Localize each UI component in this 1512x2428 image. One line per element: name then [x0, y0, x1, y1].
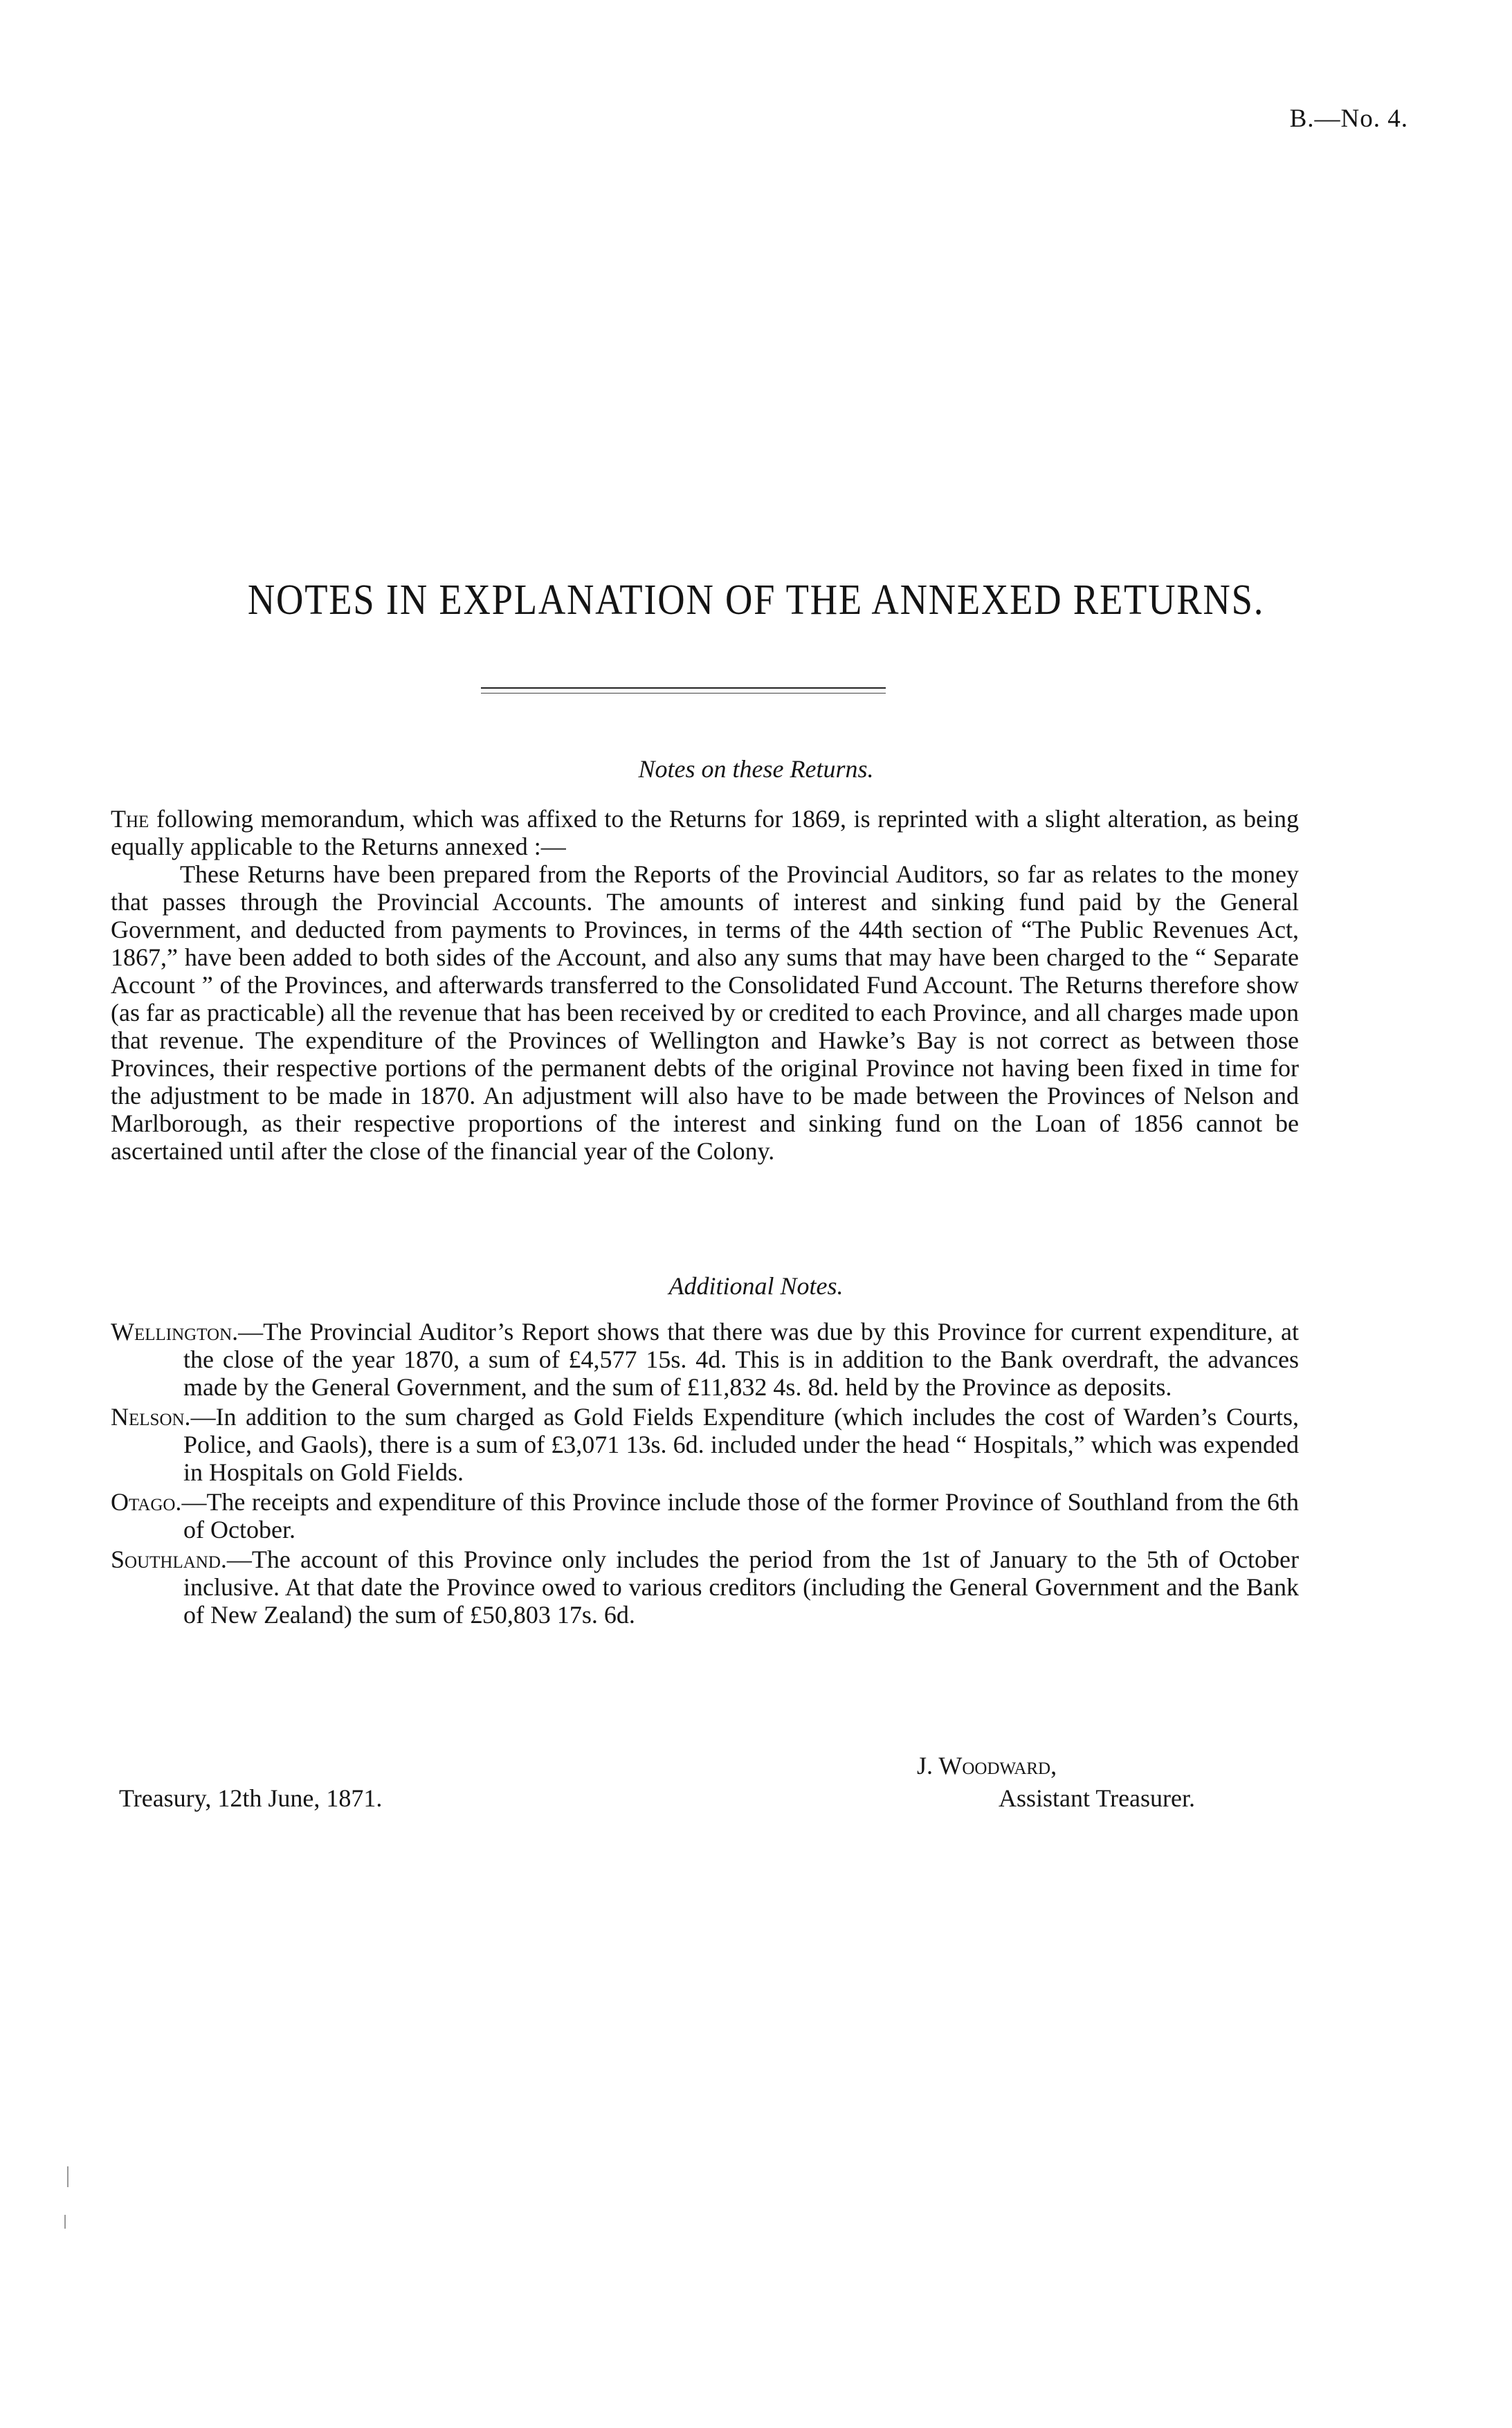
notes-heading: Notes on these Returns.: [638, 755, 874, 783]
scan-speck: [67, 2166, 69, 2187]
notes-body: [111, 805, 1299, 1165]
note-province: Otago.: [111, 1488, 182, 1516]
note-southland: [111, 1546, 1299, 1629]
signatory-position: Assistant Treasurer.: [999, 1784, 1196, 1812]
place-and-date: Treasury, 12th June, 1871.: [119, 1784, 383, 1812]
title-divider-secondary: [481, 693, 886, 694]
additional-notes-list: [111, 1318, 1299, 1631]
note-province: Nelson.: [111, 1403, 191, 1431]
title-divider: [481, 687, 886, 689]
note-text: —In addition to the sum charged as Gold Fields Expenditure (which includes the cost of Warden’s Courts, Police, and Gaols), there is a sum of £3,071 13s. 6d. included under the head “ Hospitals,” which was expended in Hospitals on Gold Fields.: [183, 1403, 1299, 1486]
note-otago: [111, 1488, 1299, 1543]
document-reference: B.—No. 4.: [1289, 105, 1408, 133]
note-text: —The Provincial Auditor’s Report shows that there was due by this Province for current expenditure, at the close of the year 1870, a sum of £4,577 15s. 4d. This is in addition to the Bank overdraft, the advances made by the General Government, and the sum of £11,832 4s. 8d. held by the Province as deposits.: [183, 1318, 1299, 1401]
additional-notes-heading: Additional Notes.: [668, 1272, 844, 1300]
scan-speck: [64, 2215, 66, 2229]
note-wellington: [111, 1318, 1299, 1401]
note-text: —The receipts and expenditure of this Province include those of the former Province of Southland from the 6th of October.: [181, 1488, 1299, 1543]
intro-paragraph: [111, 805, 1299, 860]
note-nelson: [111, 1403, 1299, 1486]
note-text: —The account of this Province only includes the period from the 1st of January to the 5th of October inclusive. At that date the Province owed to various creditors (including the General Government and the Bank of New Zealand) the sum of £50,803 17s. 6d.: [183, 1546, 1299, 1629]
page-title: NOTES IN EXPLANATION OF THE ANNEXED RETURNS.: [247, 577, 1265, 624]
signatory-name: J. Woodward,: [917, 1752, 1057, 1779]
note-province: Southland.: [111, 1546, 227, 1573]
memorandum-paragraph: These Returns have been prepared from the Reports of the Provincial Auditors, so far as relates to the money that passes through the Provincial Accounts. The amounts of interest and sinking fund paid by the General Government, and deducted from payments to Provinces, in terms of the 44th section of “The Public Revenues Act, 1867,” have been added to both sides of the Account, and also any sums that may have been charged to the “ Separate Account ” of the Provinces, and afterwards transferred to the Consolidated Fund Account. The Returns therefore show (as far as practicable) all the revenue that has been received by or credited to each Province, and all charges made upon that revenue. The expenditure of the Provinces of Wellington and Hawke’s Bay is not correct as between those Provinces, their respective portions of the permanent debts of the original Province not having been fixed in time for the adjustment to be made in 1870. An adjustment will also have to be made between the Provinces of Nelson and Marlborough, as their respective proportions of the interest and sinking fund on the Loan of 1856 cannot be ascertained until after the close of the financial year of the Colony.: [111, 860, 1299, 1165]
intro-text: following memorandum, which was affixed to the Returns for 1869, is reprinted with a slight alteration, as being equally applicable to the Returns annexed :—: [111, 805, 1299, 860]
intro-lead-word: The: [111, 805, 149, 833]
note-province: Wellington.: [111, 1318, 239, 1346]
